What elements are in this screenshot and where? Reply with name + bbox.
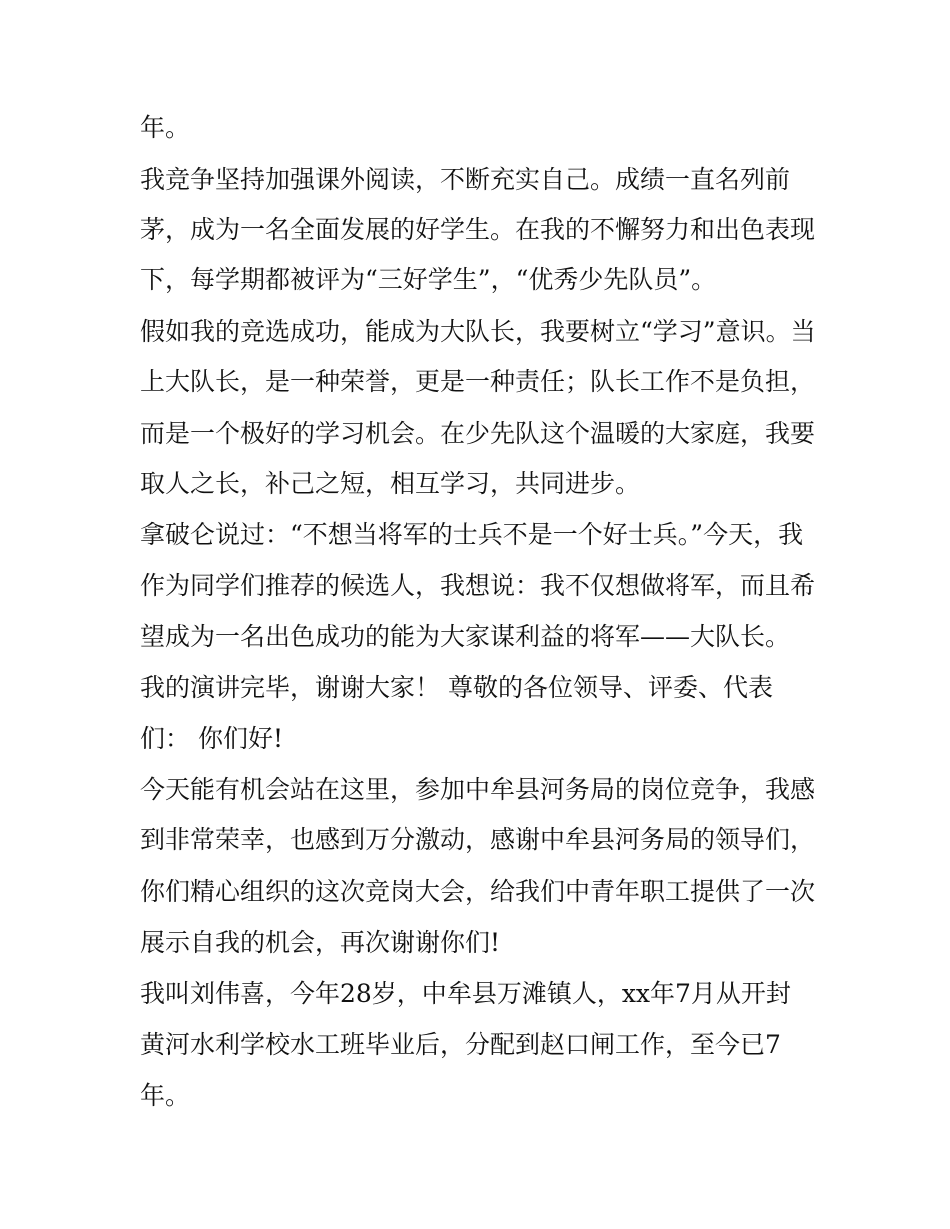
text-line: 望成为一名出色成功的能为大家谋利益的将军——大队长。 bbox=[140, 622, 791, 651]
text-line: 下，每学期都被评为“三好学生”，“优秀少先队员”。 bbox=[140, 265, 717, 294]
text-line: 而是一个极好的学习机会。在少先队这个温暖的大家庭，我要 bbox=[140, 419, 816, 448]
text-line: 作为同学们推荐的候选人，我想说：我不仅想做将军，而且希 bbox=[140, 571, 816, 600]
text-line: 们： 你们好! bbox=[140, 724, 283, 753]
text-line: 上大队长，是一种荣誉，更是一种责任；队长工作不是负担， bbox=[140, 367, 816, 396]
text-line: 今天能有机会站在这里，参加中牟县河务局的岗位竞争，我感 bbox=[140, 775, 816, 804]
text-line: 年。 bbox=[140, 1081, 191, 1110]
text-line: 你们精心组织的这次竞岗大会，给我们中青年职工提供了一次 bbox=[140, 877, 816, 906]
text-line: 到非常荣幸，也感到万分激动，感谢中牟县河务局的领导们， bbox=[140, 825, 816, 854]
text-line: 展示自我的机会，再次谢谢你们! bbox=[140, 928, 501, 957]
text-line: 黄河水利学校水工班毕业后，分配到赵口闸工作，至今已7 bbox=[140, 1030, 781, 1059]
text-line: 茅，成为一名全面发展的好学生。在我的不懈努力和出色表现 bbox=[140, 215, 816, 244]
text-line: 取人之长，补己之短，相互学习，共同进步。 bbox=[140, 469, 641, 498]
text-line: 我竞争坚持加强课外阅读，不断充实自己。成绩一直名列前 bbox=[140, 165, 791, 194]
text-line: 我的演讲完毕，谢谢大家！ 尊敬的各位领导、评委、代表 bbox=[140, 673, 773, 702]
text-line: 假如我的竞选成功，能成为大队长，我要树立“学习”意识。当 bbox=[140, 317, 816, 346]
text-line: 拿破仑说过：“不想当将军的士兵不是一个好士兵。”今天，我 bbox=[140, 520, 804, 549]
text-line: 年。 bbox=[140, 113, 191, 142]
text-line: 我叫刘伟喜，今年28岁，中牟县万滩镇人，xx年7月从开封 bbox=[140, 979, 791, 1008]
